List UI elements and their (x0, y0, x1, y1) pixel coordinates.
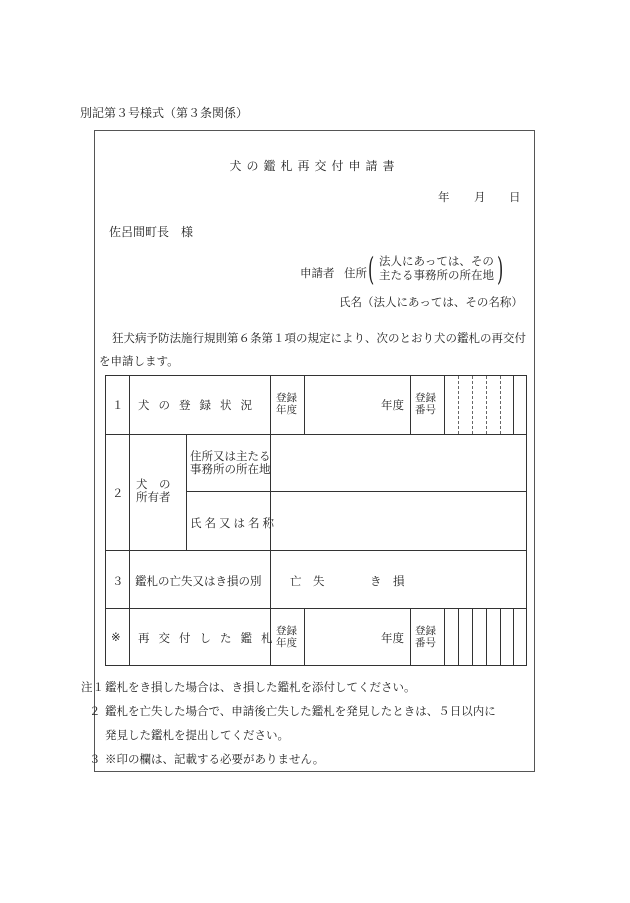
digit-divider (500, 376, 501, 434)
digit-divider (458, 376, 459, 434)
row3-number: ３ (112, 574, 124, 588)
addressee: 佐呂間町長 様 (109, 225, 194, 239)
form-caption: 別記第３号様式（第３条関係） (80, 106, 249, 120)
owner-address-label (190, 450, 271, 476)
date-year: 年 (438, 190, 450, 204)
address-note-line1: 法人にあっては、その (379, 254, 494, 268)
option-damaged: き 損 (370, 574, 405, 588)
open-bracket-icon: ( (368, 250, 375, 288)
reg-year-line1: 登録 (276, 392, 297, 404)
row1-reg-no-label (415, 392, 436, 416)
column-divider (444, 608, 445, 666)
digit-divider (500, 608, 501, 666)
row-divider (186, 491, 526, 492)
close-bracket-icon: ) (497, 250, 504, 288)
owner-name-label: 氏名又は名称 (190, 516, 277, 530)
reg-no-line2: 番号 (415, 404, 436, 416)
row4-label: 再交付した鑑札 (138, 631, 282, 645)
row4-reg-year-label (276, 625, 297, 649)
owner-line2: 所有者 (136, 490, 171, 504)
owner-line1: 犬 の (136, 477, 171, 491)
note2-line2: 発見した鑑札を提出してください。 (105, 728, 289, 742)
row-divider (106, 608, 526, 609)
note2-line1: 鑑札を亡失した場合で、申請後亡失した鑑札を発見したときは、５日以内に (105, 704, 496, 718)
owner-address-line2: 事務所の所在地 (190, 462, 271, 476)
row1-year-suffix: 年度 (381, 398, 404, 412)
body-text: 狂犬病予防法施行規則第６条第１項の規定により、次のとおり犬の鑑札の再交付を申請します。 (99, 331, 526, 368)
note1-text: 鑑札をき損した場合は、き損した鑑札を添付してください。 (105, 680, 416, 694)
row4-mark: ※ (111, 630, 121, 644)
digit-divider (458, 608, 459, 666)
reg-year-line2: 年度 (276, 637, 297, 649)
column-divider (410, 608, 411, 666)
address-note-line2: 主たる事務所の所在地 (379, 268, 494, 282)
digit-divider (486, 608, 487, 666)
date-day: 日 (509, 190, 521, 204)
date-month: 月 (474, 190, 486, 204)
form-frame (81, 130, 535, 772)
reg-year-line2: 年度 (276, 404, 297, 416)
column-divider (444, 376, 445, 434)
row3-label: 鑑札の亡失又はき損の別 (135, 574, 262, 588)
reg-no-line1: 登録 (415, 625, 436, 637)
row-divider (106, 434, 526, 435)
reg-year-line1: 登録 (276, 625, 297, 637)
note2-label: ２ (89, 704, 101, 718)
column-divider (129, 376, 130, 666)
owner-address-line1: 住所又は主たる (190, 449, 271, 463)
column-divider (304, 608, 305, 666)
row4-reg-no-label (415, 625, 436, 649)
note3-label: ３ (89, 752, 101, 766)
reg-no-line1: 登録 (415, 392, 436, 404)
row1-label: 犬の登録状況 (138, 398, 261, 412)
column-divider (304, 376, 305, 434)
applicant-label: 申請者 (300, 266, 335, 280)
digit-divider (472, 376, 473, 434)
row4-year-suffix: 年度 (381, 631, 404, 645)
form-title: 犬の鑑札再交付申請書 (229, 159, 400, 173)
application-table (105, 375, 527, 666)
row1-reg-year-label (276, 392, 297, 416)
address-note (379, 254, 494, 282)
note3-text: ※印の欄は、記載する必要がありません。 (105, 752, 325, 766)
option-lost: 亡 失 (290, 574, 325, 588)
row2-number: ２ (112, 486, 124, 500)
column-divider (186, 434, 187, 550)
name-label: 氏名（法人にあっては、その名称） (339, 295, 523, 309)
column-divider (410, 376, 411, 434)
row1-number: １ (112, 398, 124, 412)
digit-divider (513, 376, 514, 434)
row2-label (136, 478, 171, 504)
digit-divider (513, 608, 514, 666)
row-divider (106, 550, 526, 551)
reg-no-line2: 番号 (415, 637, 436, 649)
digit-divider (486, 376, 487, 434)
digit-divider (472, 608, 473, 666)
address-label: 住所 (344, 266, 367, 280)
note1-label: 注１ (81, 680, 104, 694)
